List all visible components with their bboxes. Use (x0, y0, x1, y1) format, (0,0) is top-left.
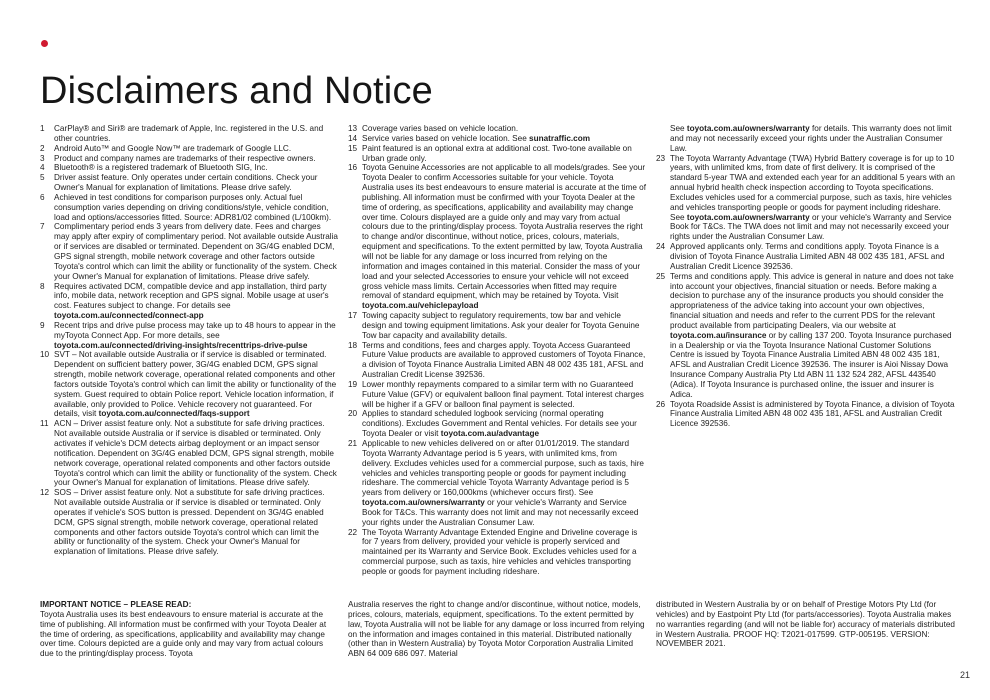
footnote (656, 272, 956, 400)
footnote-body: Recent trips and drive pulse process may take up to 48 hours to appear in the myToyota Connect App. For more details, see (54, 320, 336, 340)
footnote (348, 439, 646, 528)
footnote-body: Service varies based on vehicle location. See (362, 133, 527, 143)
footnote-text (670, 154, 956, 243)
footnote-number: 20 (348, 409, 358, 419)
footnote-text (54, 488, 338, 557)
footnote-text (670, 124, 956, 154)
footnote (348, 341, 646, 380)
footnote-number: 17 (348, 311, 358, 321)
footnote-link[interactable]: toyota.com.au/connected/connect-app (54, 311, 204, 321)
footnote-number: 12 (40, 488, 50, 498)
footnote-number: 14 (348, 133, 358, 143)
footnote-number: 9 (40, 320, 45, 330)
footnote-body: Product and company names are trademarks of their respective owners. (54, 153, 316, 163)
footnote-link[interactable]: sunatraffic.com (529, 133, 591, 143)
footnote-body: Applies to standard scheduled logbook servicing (normal operating conditions). Excludes Government and Rental vehicles. For details see your Toyota Dealer or visit (362, 409, 637, 439)
footnote-text (670, 272, 956, 400)
footnote-body: See (670, 124, 685, 133)
footnote (348, 134, 646, 144)
important-notice-text: Australia reserves the right to change and/or discontinue, without notice, models, prices, colours, materials, equipment, specifications. To the extent permitted by law, Toyota Australia will not be liable for any damage or loss incurred from relying on the information and images contained in this material. Distributed nationally (other than in Western Australia) by Toyota Motor Corporation Australia Limited ABN 64 009 686 097. Material (348, 600, 645, 659)
footnote-body-continued: or your vehicle's Warranty and Service Book for T&Cs. This warranty does not limit and may not necessarily exceed your rights under the Australian Consumer Law. (362, 498, 639, 527)
footnote-body: Approved applicants only. Terms and conditions apply. Toyota Finance is a division of Toyota Finance Australia Limited ABN 48 002 435 181, AFSL and Australian Credit Licence 392536. (670, 242, 945, 271)
footnote (348, 144, 646, 164)
footnote (40, 124, 338, 144)
footnote-body-continued: or by calling 137 200. Toyota Insurance purchased in a Dealership or via the Toyota Insurance National Customer Solutions Centre is issued by Toyota Finance Australia Limited ABN 48 002 435 181, AFSL and Australian Credit Licence 392536. The insurer is Aioi Nissay Dowa Insurance Company Australia Pty Ltd ABN 11 132 524 282, AFSL 443540 (Adica). If Toyota Insurance is purchased online, the issuer and insurer is Adica. (670, 330, 952, 399)
footnote-body: The Toyota Warranty Advantage (TWA) Hybrid Battery coverage is for up to 10 years, with unlimited kms, from date of first delivery. It is comprised of the standard 5-year TWA and extended each year for an additional 5 years with an annual hybrid health check inspection according to Toyota specifications. Excludes vehicles used for a commercial purpose, such as taxis, hire vehicles and vehicles transporting people or goods for payment including rideshare. See (670, 153, 955, 222)
footnote-text (362, 528, 646, 577)
footnote-text (362, 134, 646, 144)
footnote (40, 350, 338, 419)
footnote-text (362, 124, 646, 134)
footnote-text (54, 350, 338, 419)
footnote-text (54, 193, 338, 223)
footnote (656, 124, 956, 154)
footnote-number: 10 (40, 350, 50, 360)
footnote-text (670, 242, 956, 272)
footnote-link[interactable]: toyota.com.au/vehiclepayload (362, 301, 479, 311)
footnote-number: 13 (348, 124, 358, 133)
notes-column-3 (656, 124, 956, 429)
footnote (40, 419, 338, 488)
important-notice-col-3 (656, 600, 956, 649)
footnote-number: 23 (656, 153, 666, 163)
footnote-text (54, 173, 338, 193)
footnote-body: Terms and conditions apply. This advice is general in nature and does not take into account your objectives, financial situation or needs. Before making a decision to purchase any of the insurance products you should consider the appropriateness of the advice taking into account your own objectives, financial situation and needs and refer to the current PDS for the relevant product available from participating Dealers, via our website at (670, 271, 954, 330)
footnote-body-continued: for details. This warranty does not limit and may not necessarily exceed your rights under the Australian Consumer Law. (670, 124, 952, 153)
footnote-text (362, 439, 646, 528)
important-notice-col-2 (348, 600, 646, 659)
footnote (40, 163, 338, 173)
footnote-number: 15 (348, 143, 358, 153)
footnote-body: Toyota Roadside Assist is administered by Toyota Finance, a division of Toyota Finance Australia Limited ABN 48 002 435 181, AFSL and Australian Credit Licence 392536. (670, 399, 955, 429)
footnote-body: CarPlay® and Siri® are trademark of Apple, Inc. registered in the U.S. and other countries. (54, 124, 324, 143)
footnote-body: Requires activated DCM, compatible device and app installation, third party info, mobile data, network reception and GPS signal. Mobile usage at user's cost. Features subject to change. For details see (54, 281, 329, 311)
footnote-text (362, 144, 646, 164)
footnote-body: Complimentary period ends 3 years from delivery date. Fees and charges may apply after expiry of complimentary period. Not available outside Australia or if services are disabled or terminated. Dependent on 3G/4G enabled DCM, GPS signal strength, mobile network coverage and other factors outside Toyota's control which can limit the ability or functionality of the system. Check your Owner's Manual for explanation of limitations. Please drive safely. (54, 222, 338, 281)
footnote (348, 380, 646, 410)
footnote (40, 282, 338, 321)
footnote (348, 124, 646, 134)
footnote (656, 154, 956, 243)
notes-column-2 (348, 124, 646, 577)
footnote-number: 7 (40, 222, 45, 232)
footnote-text (362, 409, 646, 439)
footnote-body: ACN – Driver assist feature only. Not a substitute for safe driving practices. Not available outside Australia or if service is disabled or terminated. Only activates if vehicle's DCM detects airbag deployment or an impact sensor notification. Dependent on 3G/4G enabled DCM, GPS signal strength, mobile network coverage, operational related components and other factors outside Toyota's control which can limit the ability or functionality of the system. Check your Owner's Manual for explanation of limitations. Please drive safely. (54, 419, 337, 488)
footnote-text (54, 154, 338, 164)
footnote-body: Paint featured is an optional extra at additional cost. Two-tone available on Urban grade only. (362, 143, 632, 163)
accent-dot (41, 40, 48, 47)
page-number: 21 (959, 670, 970, 680)
footnote-body: Achieved in test conditions for comparison purposes only. Actual fuel consumption varies depending on driving conditions/style, vehicle condition, load and options/accessories fitted. Source: ADR81/02 combined (L/100km). (54, 192, 332, 222)
footnote-body: SVT – Not available outside Australia or if service is disabled or terminated. Dependent on sufficient battery power, 3G/4G enabled DCM, GPS signal strength, mobile network coverage, operational related components and other factors outside Toyota's control which can limit the ability or functionality of the system. Guest required to obtain Police report. Vehicle location information, if available, only provided to Police. Vehicle recovery not guaranteed. For details, visit (54, 350, 337, 419)
footnote-text (362, 163, 646, 311)
page-title: Disclaimers and Notice (40, 70, 433, 112)
footnote-number: 11 (40, 419, 49, 429)
footnote (40, 173, 338, 193)
footnote-number: 19 (348, 379, 358, 389)
footnote-number: 18 (348, 340, 358, 350)
footnote-number: 25 (656, 271, 666, 281)
footnote-text (54, 124, 338, 144)
footnote-text (54, 144, 338, 154)
footnote-body: Towing capacity subject to regulatory requirements, tow bar and vehicle design and towing equipment limitations. Ask your dealer for Toyota Genuine Tow bar capacity and availability details. (362, 311, 640, 340)
footnote-number: 21 (348, 439, 358, 448)
footnote-text (362, 311, 646, 341)
footnote (348, 409, 646, 439)
notes-column-1 (40, 124, 338, 557)
footnote-body: Bluetooth® is a registered trademark of Bluetooth SIG, Inc. (54, 163, 268, 173)
footnote-link[interactable]: toyota.com.au/owners/warranty (686, 124, 810, 133)
footnote (40, 154, 338, 164)
footnote-text (54, 282, 338, 321)
footnote-number: 1 (40, 124, 45, 133)
footnote-body: Toyota Genuine Accessories are not applicable to all models/grades. See your Toyota Dealer to confirm Accessories suitable for your vehicle. Toyota Australia uses its best endeavours to ensure material is accurate at the time of publishing. All information must be confirmed with your Toyota Dealer at the time of ordering, as specifications, applicability and availability may change over time. Colours displayed are a guide only and may vary from actual colours due to the printing/display process. Toyota Australia reserves the right to change and/or discontinue, without notice, prices, colours, materials, equipment and specifications. To the extent permitted by law, Toyota Australia will not be liable for any damage or loss incurred from relying on the information and images contained in this material. Consider the mass of your load and your selected Accessories to ensure your vehicle will not exceed gross vehicle mass limits. Certain Accessories when fitted may require removal of standard equipment, which may be retained by Toyota. Visit (362, 163, 646, 301)
footnote-text (54, 222, 338, 281)
footnote (656, 242, 956, 272)
footnote-number: 8 (40, 281, 45, 291)
footnote-body: Applicable to new vehicles delivered on or after 01/01/2019. The standard Toyota Warranty Advantage period is 5 years, with unlimited kms, from delivery. Excludes vehicles used for a commercial purpose, such as taxis, hire vehicles and vehicles transporting people or goods for payment including rideshare. The commercial vehicle Toyota Warranty Advantage period is 5 years from delivery or 160,000kms (whichever occurs first). See (362, 439, 644, 498)
footnote-number: 3 (40, 153, 45, 163)
important-notice-col-1 (40, 600, 338, 659)
footnote-link[interactable]: toyota.com.au/connected/driving-insights/recenttrips-drive-pulse (54, 340, 308, 350)
footnote (348, 528, 646, 577)
footnote (40, 193, 338, 223)
footnote-body-continued: or your vehicle's Warranty and Service Book for T&Cs. The TWA does not limit and may not necessarily exceed your rights under the Australian Consumer Law. (670, 212, 952, 242)
footnote-body: Android Auto™ and Google Now™ are trademark of Google LLC. (54, 143, 292, 153)
footnote-body: Terms and conditions, fees and charges apply. Toyota Access Guaranteed Future Value products are available to approved customers of Toyota Finance, a division of Toyota Finance Australia Limited ABN 48 002 435 181, AFSL and Australian Credit License 392536. (362, 340, 646, 380)
footnote-link[interactable]: toyota.com.au/owners/warranty (686, 212, 810, 222)
footnote (40, 488, 338, 557)
footnote (40, 321, 338, 351)
important-notice-heading: IMPORTANT NOTICE – PLEASE READ: (40, 600, 192, 609)
footnote-text (670, 400, 956, 430)
footnote-number: 24 (656, 242, 666, 252)
footnote-number: 5 (40, 173, 45, 183)
footnote-number: 16 (348, 163, 358, 173)
important-notice-text: Toyota Australia uses its best endeavours to ensure material is accurate at the time of publishing. All information must be confirmed with your Toyota Dealer at the time of ordering, as specifications, applicability and availability may change over time. Colours depicted are a guide only and may vary from actual colours due to the printing/display process. Toyota (40, 609, 327, 659)
footnote-number: 26 (656, 399, 666, 409)
footnote-body: SOS – Driver assist feature only. Not a substitute for safe driving practices. Not available outside Australia or if service is disabled or terminated. Only operates if vehicle's SOS button is pressed. Dependent on 3G/4G enabled DCM, GPS signal strength, mobile network coverage, operational related components and other factors outside Toyota's control which can limit the ability or functionality of the system. Check your Owner's Manual for explanation of limitations. Please drive safely. (54, 488, 325, 557)
footnote (656, 400, 956, 430)
footnote-link[interactable]: toyota.com.au/connected/faqs-support (98, 409, 250, 419)
footnote-number (656, 124, 670, 154)
footnote (348, 163, 646, 311)
important-notice-text: distributed in Western Australia by or on behalf of Prestige Motors Pty Ltd (for vehicles) and by Eastpoint Pty Ltd (for parts/accessories). Toyota Australia makes no warranties regarding (and will not be liable for) accuracy of materials distributed in Western Australia. PROOF HQ: T2021-017599. GTP-005195. VERSION: NOVEMBER 2021. (656, 600, 955, 649)
footnote-text (362, 380, 646, 410)
footnote-number: 6 (40, 192, 45, 202)
footnote-text (54, 163, 338, 173)
footnote-body: Lower monthly repayments compared to a similar term with no Guaranteed Future Value (GFV) or equivalent balloon final payment. Total interest charges will be higher if a GFV or balloon final payment is selected. (362, 379, 644, 409)
footnote-number: 4 (40, 163, 45, 173)
footnote-body: Coverage varies based on vehicle location. (362, 124, 519, 133)
footnote (40, 144, 338, 154)
footnote-link[interactable]: toyota.com.au/owners/warranty (362, 498, 485, 508)
footnote-text (54, 419, 338, 488)
footnote-text (362, 341, 646, 380)
footnote-link[interactable]: toyota.com.au/insurance (670, 330, 767, 340)
footnote-body: Driver assist feature. Only operates under certain conditions. Check your Owner's Manual for explanation of limitations. Please drive safely. (54, 173, 318, 193)
footnote-text (54, 321, 338, 351)
footnote-number: 2 (40, 143, 45, 153)
footnote-body: The Toyota Warranty Advantage Extended Engine and Driveline coverage is for 7 years from delivery, provided your vehicle is properly serviced and maintained per its Warranty and Service Book. Excludes vehicles used for a commercial purpose, such as taxis, hire vehicles and vehicles transporting people or goods for payment including rideshare. (362, 527, 638, 576)
footnote-number: 22 (348, 527, 358, 537)
footnote (348, 311, 646, 341)
footnote (40, 222, 338, 281)
footnote-link[interactable]: toyota.com.au/advantage (440, 429, 540, 439)
